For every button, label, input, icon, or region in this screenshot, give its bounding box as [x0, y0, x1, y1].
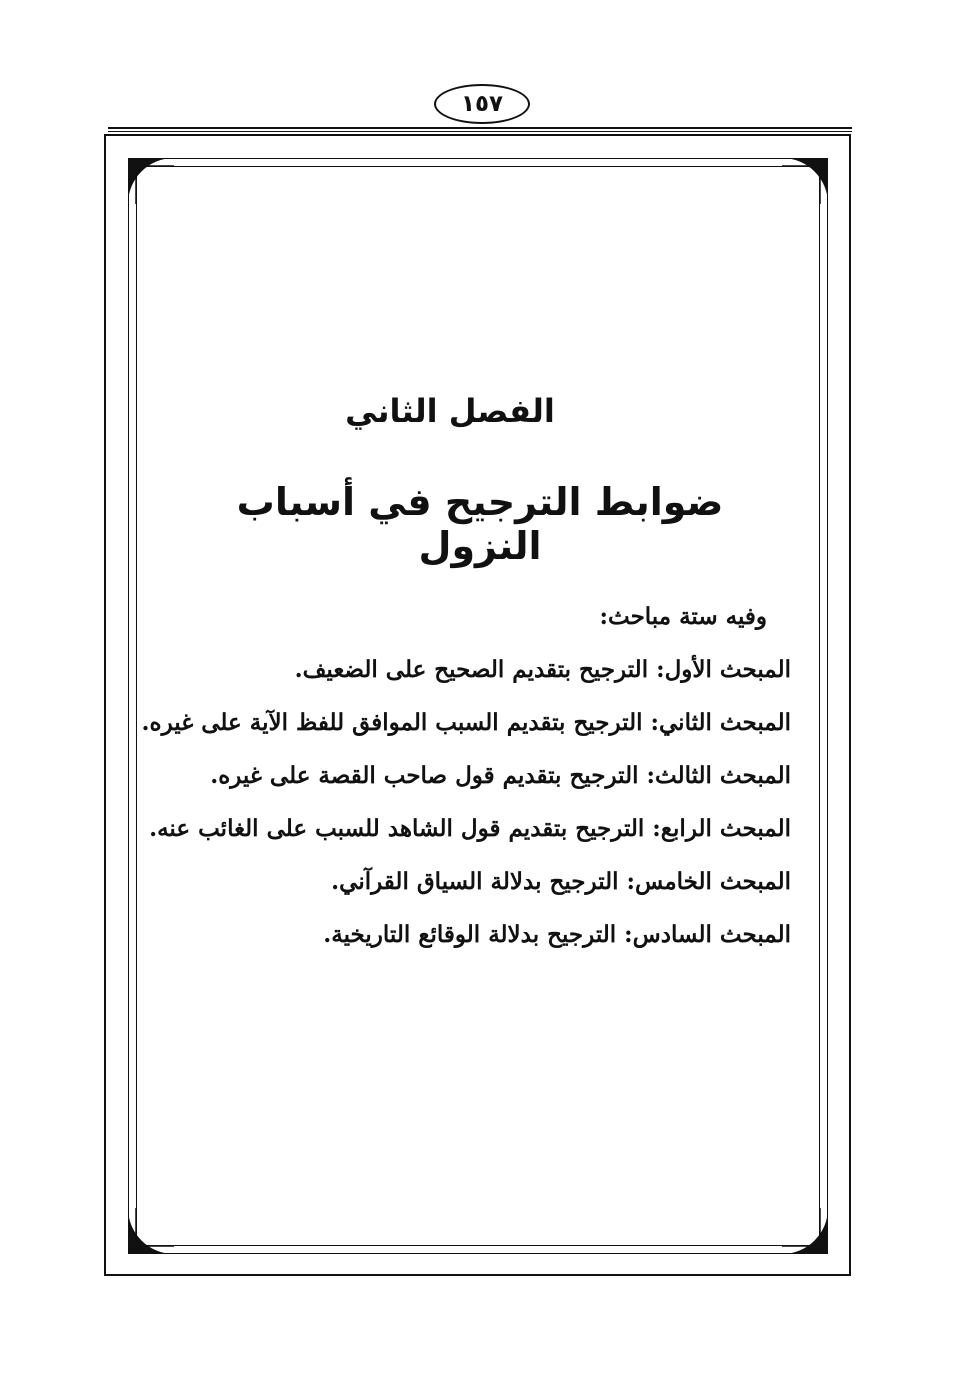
header-rule-thin: [108, 131, 852, 132]
section-item: [151, 862, 791, 915]
section-text: الترجيح بتقديم قول صاحب القصة على غيره.: [210, 762, 639, 789]
chapter-label: الفصل الثاني: [345, 392, 555, 430]
section-item: [151, 650, 791, 703]
section-heading: المبحث الثاني:: [642, 709, 791, 736]
section-item: [151, 809, 791, 862]
section-text: الترجيح بتقديم قول الشاهد للسبب على الغائب عنه.: [149, 815, 645, 842]
section-item: [141, 703, 791, 756]
corner-ornament-top-left: [128, 158, 174, 204]
section-text: الترجيح بدلالة الوقائع التاريخية.: [323, 921, 617, 948]
corner-ornament-bottom-left: [128, 1208, 174, 1254]
section-text: الترجيح بتقديم الصحيح على الضعيف.: [294, 656, 649, 683]
section-text: الترجيح بدلالة السياق القرآني.: [331, 868, 619, 895]
section-heading: المبحث الرابع:: [644, 815, 791, 842]
section-heading: المبحث الثالث:: [638, 762, 791, 789]
section-item: [151, 756, 791, 809]
chapter-title: ضوابط الترجيح في أسباب النزول: [236, 480, 724, 568]
sections-intro: وفيه ستة مباحث:: [599, 603, 767, 630]
section-item: [151, 915, 791, 968]
section-list: [141, 650, 791, 968]
corner-ornament-top-right: [782, 158, 828, 204]
section-heading: المبحث الأول:: [648, 656, 791, 683]
header-rule: [108, 127, 852, 129]
section-heading: المبحث الخامس:: [618, 868, 791, 895]
corner-ornament-bottom-right: [782, 1208, 828, 1254]
page-number: ١٥٧: [434, 84, 530, 124]
section-heading: المبحث السادس:: [616, 921, 791, 948]
section-text: الترجيح بتقديم السبب الموافق للفظ الآية على غيره.: [141, 709, 643, 736]
